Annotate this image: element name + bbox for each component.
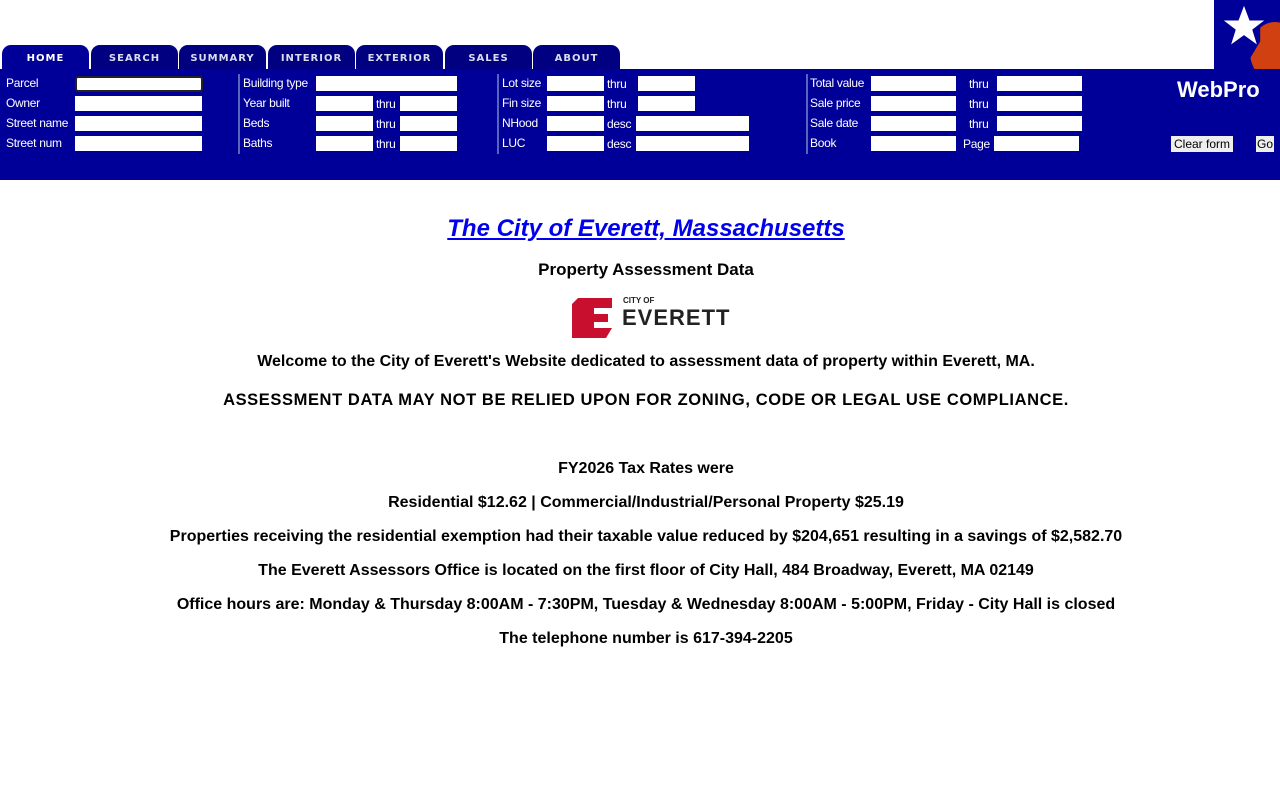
building-type-label: Building type <box>243 76 308 90</box>
nhood-desc-input[interactable] <box>636 116 749 131</box>
webpro-logo <box>1214 0 1280 69</box>
thru-label: thru <box>607 77 627 91</box>
sale-date-label: Sale date <box>810 116 859 130</box>
page-label: Page <box>963 137 990 151</box>
thru-label: thru <box>376 137 396 151</box>
nhood-label: NHood <box>502 116 538 130</box>
baths-label: Baths <box>243 136 273 150</box>
sale-date-to-input[interactable] <box>997 116 1082 131</box>
tab-sales[interactable]: SALES <box>445 45 532 70</box>
info-line: Properties receiving the residential exemption had their taxable value reduced by $204,651 resulting in a savings of $2,582.70 <box>169 528 1123 545</box>
info-line: Residential $12.62 | Commercial/Industrial/Personal Property $25.19 <box>388 494 904 511</box>
divider <box>238 74 240 154</box>
divider <box>497 74 499 154</box>
divider <box>806 74 808 154</box>
thru-label: thru <box>607 97 627 111</box>
book-label: Book <box>810 136 837 150</box>
city-title-link[interactable]: The City of Everett, Massachusetts <box>447 215 845 242</box>
page-subtitle: Property Assessment Data <box>538 260 754 279</box>
book-input[interactable] <box>871 136 956 151</box>
sale-price-label: Sale price <box>810 96 861 110</box>
lot-size-label: Lot size <box>502 76 541 90</box>
desc-label: desc <box>607 117 632 131</box>
owner-label: Owner <box>6 96 40 110</box>
year-built-from-input[interactable] <box>316 96 373 111</box>
lot-size-to-input[interactable] <box>638 76 695 91</box>
street-num-label: Street num <box>6 136 62 150</box>
fin-size-to-input[interactable] <box>638 96 695 111</box>
tab-summary[interactable]: SUMMARY <box>179 45 266 70</box>
total-value-to-input[interactable] <box>997 76 1082 91</box>
thru-label: thru <box>376 97 396 111</box>
street-name-input[interactable] <box>75 116 202 131</box>
sale-date-from-input[interactable] <box>871 116 956 131</box>
info-line: The telephone number is 617-394-2205 <box>499 630 793 647</box>
beds-from-input[interactable] <box>316 116 373 131</box>
owner-input[interactable] <box>75 96 202 111</box>
info-line: The Everett Assessors Office is located on the first floor of City Hall, 484 Broadway, Everett, MA 02149 <box>258 562 1034 579</box>
thru-label: thru <box>969 77 989 91</box>
thru-label: thru <box>376 117 396 131</box>
total-value-from-input[interactable] <box>871 76 956 91</box>
city-of-everett-logo: CITY OF EVERETT <box>572 296 722 338</box>
info-line: FY2026 Tax Rates were <box>558 460 734 477</box>
luc-desc-input[interactable] <box>636 136 749 151</box>
building-type-input[interactable] <box>316 76 457 91</box>
fin-size-from-input[interactable] <box>547 96 604 111</box>
clear-form-button[interactable]: Clear form <box>1171 136 1233 152</box>
lot-size-from-input[interactable] <box>547 76 604 91</box>
tab-about[interactable]: ABOUT <box>533 45 620 70</box>
nhood-input[interactable] <box>547 116 604 131</box>
tab-exterior[interactable]: EXTERIOR <box>356 45 443 70</box>
thru-label: thru <box>969 97 989 111</box>
thru-label: thru <box>969 117 989 131</box>
welcome-text: Welcome to the City of Everett's Website dedicated to assessment data of property within Everett, MA. <box>257 353 1035 370</box>
parcel-input[interactable] <box>75 76 203 92</box>
info-line: Office hours are: Monday & Thursday 8:00AM - 7:30PM, Tuesday & Wednesday 8:00AM - 5:00PM, Friday - City Hall is closed <box>176 596 1116 613</box>
brand-name: WebPro <box>1177 77 1260 102</box>
street-num-input[interactable] <box>75 136 202 151</box>
parcel-label: Parcel <box>6 76 39 90</box>
go-button[interactable]: Go <box>1256 137 1273 151</box>
beds-to-input[interactable] <box>400 116 457 131</box>
sale-price-from-input[interactable] <box>871 96 956 111</box>
desc-label: desc <box>607 137 632 151</box>
beds-label: Beds <box>243 116 270 130</box>
sale-price-to-input[interactable] <box>997 96 1082 111</box>
page-input[interactable] <box>994 136 1079 151</box>
tab-search[interactable]: SEARCH <box>91 45 178 70</box>
street-name-label: Street name <box>6 116 69 130</box>
baths-from-input[interactable] <box>316 136 373 151</box>
tab-home[interactable]: HOME <box>2 45 89 70</box>
baths-to-input[interactable] <box>400 136 457 151</box>
total-value-label: Total value <box>810 76 865 90</box>
star-icon <box>1222 4 1266 48</box>
fin-size-label: Fin size <box>502 96 541 110</box>
luc-label: LUC <box>502 136 526 150</box>
year-built-to-input[interactable] <box>400 96 457 111</box>
luc-input[interactable] <box>547 136 604 151</box>
year-built-label: Year built <box>243 96 290 110</box>
tab-interior[interactable]: INTERIOR <box>268 45 355 70</box>
warning-text: ASSESSMENT DATA MAY NOT BE RELIED UPON FOR ZONING, CODE OR LEGAL USE COMPLIANCE. <box>223 391 1069 409</box>
